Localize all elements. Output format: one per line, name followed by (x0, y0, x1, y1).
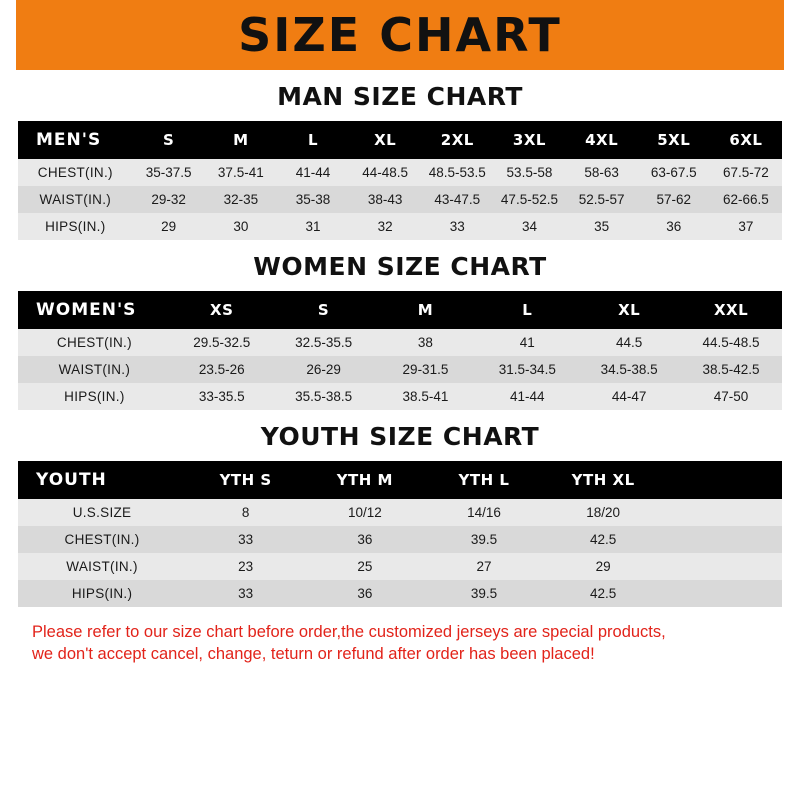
header-banner (0, 0, 800, 70)
cell: 35.5-38.5 (273, 383, 375, 410)
page-title: SIZE CHART (238, 8, 562, 62)
cell: 41 (476, 329, 578, 356)
table-row (18, 526, 782, 553)
cell: 38.5-41 (375, 383, 477, 410)
col-header-xl: XL (349, 121, 421, 159)
cell: 63-67.5 (638, 159, 710, 186)
cell: 43-47.5 (421, 186, 493, 213)
table-row (18, 186, 782, 213)
women-size-table (18, 291, 782, 410)
policy-note (18, 621, 782, 666)
cell: 53.5-58 (493, 159, 565, 186)
youth-size-table (18, 461, 782, 607)
cell: 58-63 (566, 159, 638, 186)
cell: 33 (186, 526, 305, 553)
cell: 41-44 (277, 159, 349, 186)
cell: 38 (375, 329, 477, 356)
col-header-womens: WOMEN'S (18, 291, 171, 329)
man-table-head (18, 121, 782, 159)
table-row (18, 553, 782, 580)
cell: 30 (205, 213, 277, 240)
women-table-body (18, 329, 782, 410)
cell: 62-66.5 (710, 186, 782, 213)
youth-table-head (18, 461, 782, 499)
women-table-head (18, 291, 782, 329)
section-youth (18, 422, 782, 607)
section-title-youth: YOUTH SIZE CHART (260, 422, 540, 451)
cell-spacer (663, 526, 782, 553)
row-label-chest: CHEST(IN.) (18, 526, 186, 553)
col-header-m: M (375, 291, 477, 329)
man-table-body (18, 159, 782, 240)
cell: 33 (186, 580, 305, 607)
section-title-women: WOMEN SIZE CHART (253, 252, 547, 281)
cell: 44.5-48.5 (680, 329, 782, 356)
cell: 44-47 (578, 383, 680, 410)
youth-table-body (18, 499, 782, 607)
cell: 38-43 (349, 186, 421, 213)
col-header-xs: XS (171, 291, 273, 329)
cell: 23 (186, 553, 305, 580)
col-header-2xl: 2XL (421, 121, 493, 159)
col-header-l: L (277, 121, 349, 159)
table-header-row (18, 291, 782, 329)
charts-container (0, 82, 800, 666)
col-header-3xl: 3XL (493, 121, 565, 159)
col-header-xxl: XXL (680, 291, 782, 329)
cell: 42.5 (544, 526, 663, 553)
col-header-s: S (133, 121, 205, 159)
col-header-5xl: 5XL (638, 121, 710, 159)
row-label-hips: HIPS(IN.) (18, 580, 186, 607)
cell: 32-35 (205, 186, 277, 213)
cell: 38.5-42.5 (680, 356, 782, 383)
row-label-waist: WAIST(IN.) (18, 356, 171, 383)
cell: 42.5 (544, 580, 663, 607)
col-header-yth-s: YTH S (186, 461, 305, 499)
table-header-row (18, 461, 782, 499)
man-size-table (18, 121, 782, 240)
cell: 31 (277, 213, 349, 240)
cell: 47.5-52.5 (493, 186, 565, 213)
cell: 39.5 (424, 526, 543, 553)
col-header-yth-m: YTH M (305, 461, 424, 499)
section-women (18, 252, 782, 410)
cell: 27 (424, 553, 543, 580)
cell: 29 (544, 553, 663, 580)
cell: 25 (305, 553, 424, 580)
table-row (18, 356, 782, 383)
row-label-chest: CHEST(IN.) (18, 159, 133, 186)
policy-note-line-2: we don't accept cancel, change, teturn or refund after order has been placed! (32, 645, 595, 664)
banner-left-spacer (0, 0, 16, 70)
cell: 8 (186, 499, 305, 526)
cell: 18/20 (544, 499, 663, 526)
cell: 32.5-35.5 (273, 329, 375, 356)
cell: 33 (421, 213, 493, 240)
table-row (18, 499, 782, 526)
cell: 35-38 (277, 186, 349, 213)
cell: 34.5-38.5 (578, 356, 680, 383)
cell: 14/16 (424, 499, 543, 526)
cell-spacer (663, 553, 782, 580)
cell: 44.5 (578, 329, 680, 356)
cell: 36 (305, 526, 424, 553)
cell: 23.5-26 (171, 356, 273, 383)
table-row (18, 383, 782, 410)
cell: 34 (493, 213, 565, 240)
policy-note-line-1: Please refer to our size chart before order,the customized jerseys are special products, (32, 623, 666, 641)
cell: 52.5-57 (566, 186, 638, 213)
cell: 67.5-72 (710, 159, 782, 186)
cell: 29-31.5 (375, 356, 477, 383)
cell: 57-62 (638, 186, 710, 213)
cell: 39.5 (424, 580, 543, 607)
cell-spacer (663, 580, 782, 607)
cell: 33-35.5 (171, 383, 273, 410)
cell: 29-32 (133, 186, 205, 213)
cell: 29 (133, 213, 205, 240)
cell: 47-50 (680, 383, 782, 410)
row-label-hips: HIPS(IN.) (18, 383, 171, 410)
banner-right-spacer (784, 0, 800, 70)
cell: 41-44 (476, 383, 578, 410)
section-title-man: MAN SIZE CHART (277, 82, 523, 111)
col-header-xl: XL (578, 291, 680, 329)
row-label-hips: HIPS(IN.) (18, 213, 133, 240)
row-label-us-size: U.S.SIZE (18, 499, 186, 526)
cell-spacer (663, 499, 782, 526)
table-row (18, 213, 782, 240)
col-header-yth-l: YTH L (424, 461, 543, 499)
cell: 10/12 (305, 499, 424, 526)
cell: 35-37.5 (133, 159, 205, 186)
section-man (18, 82, 782, 240)
cell: 37.5-41 (205, 159, 277, 186)
row-label-chest: CHEST(IN.) (18, 329, 171, 356)
col-header-spacer (663, 461, 782, 499)
row-label-waist: WAIST(IN.) (18, 553, 186, 580)
table-header-row (18, 121, 782, 159)
cell: 36 (305, 580, 424, 607)
cell: 31.5-34.5 (476, 356, 578, 383)
table-row (18, 580, 782, 607)
cell: 29.5-32.5 (171, 329, 273, 356)
cell: 44-48.5 (349, 159, 421, 186)
col-header-mens: MEN'S (18, 121, 133, 159)
row-label-waist: WAIST(IN.) (18, 186, 133, 213)
col-header-6xl: 6XL (710, 121, 782, 159)
cell: 36 (638, 213, 710, 240)
cell: 32 (349, 213, 421, 240)
table-row (18, 159, 782, 186)
cell: 35 (566, 213, 638, 240)
col-header-youth: YOUTH (18, 461, 186, 499)
col-header-4xl: 4XL (566, 121, 638, 159)
cell: 37 (710, 213, 782, 240)
col-header-s: S (273, 291, 375, 329)
table-row (18, 329, 782, 356)
col-header-yth-xl: YTH XL (544, 461, 663, 499)
col-header-l: L (476, 291, 578, 329)
cell: 48.5-53.5 (421, 159, 493, 186)
col-header-m: M (205, 121, 277, 159)
cell: 26-29 (273, 356, 375, 383)
